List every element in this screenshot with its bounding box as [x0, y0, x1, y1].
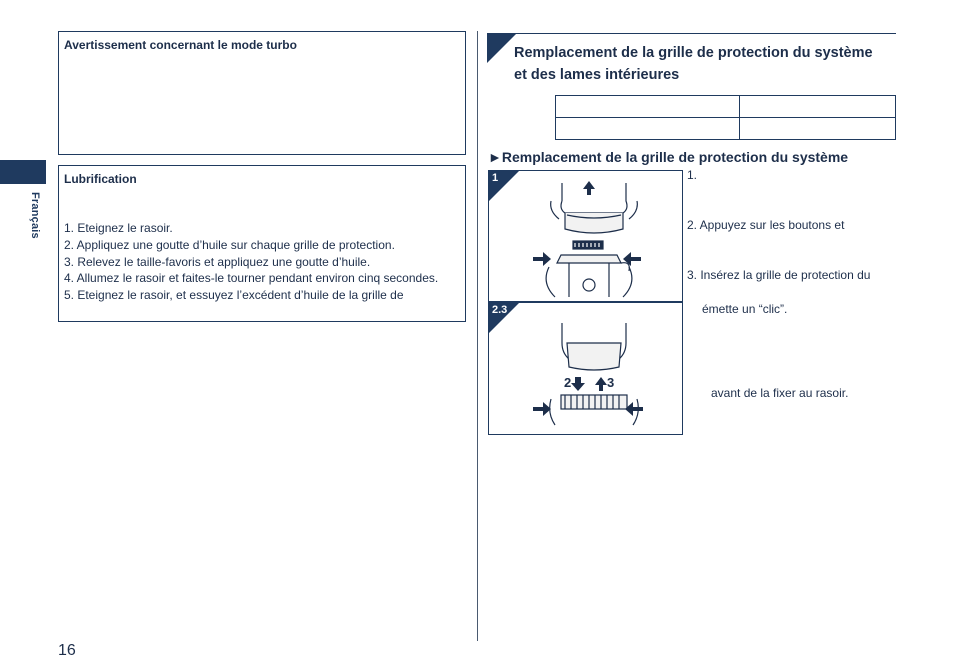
section-title — [514, 42, 894, 86]
figure-marker-2: 2 — [564, 375, 572, 390]
language-label: Français — [29, 192, 41, 239]
lubrication-steps — [64, 220, 438, 304]
step-1: 1. — [687, 168, 698, 182]
shaver-remove-frame-illustration — [489, 171, 682, 301]
table-cell — [740, 118, 896, 140]
figure-label: 1 — [492, 172, 499, 184]
note-text: avant de la fixer au rasoir. — [711, 386, 849, 400]
section-corner-mark — [487, 33, 517, 63]
list-item: 4. Allumez le rasoir et faites-le tourner pendant environ cinq secondes. — [64, 271, 439, 286]
step-3: 3. Insérez la grille de protection du — [687, 268, 871, 282]
step-2: 2. Appuyez sur les boutons et — [687, 218, 845, 232]
section-rule — [487, 33, 896, 34]
shaver-insert-frame-illustration — [489, 303, 682, 434]
figure-1 — [488, 170, 683, 302]
lubrication-box — [58, 165, 466, 322]
step-3-continuation: émette un “clic”. — [702, 302, 788, 316]
turbo-warning-box — [58, 31, 466, 155]
table-row — [556, 96, 896, 118]
list-item: 5. Eteignez le rasoir, et essuyez l’excédent d’huile de la grille de — [64, 288, 404, 303]
parts-table — [555, 95, 896, 140]
language-tab — [0, 160, 46, 184]
list-item: 1. Eteignez le rasoir. — [64, 221, 173, 235]
table-row — [556, 118, 896, 140]
figure-label: 2.3 — [492, 304, 508, 316]
section-title-line1: Remplacement de la grille de protection du système — [514, 45, 873, 61]
table-cell — [556, 118, 740, 140]
list-item: 2. Appliquez une goutte d’huile sur chaque grille de protection. — [64, 237, 395, 252]
column-divider — [477, 31, 478, 641]
section-title-line2: et des lames intérieures — [514, 67, 680, 83]
table-cell — [740, 96, 896, 118]
turbo-warning-title: Avertissement concernant le mode turbo — [64, 38, 297, 52]
figure-marker-3: 3 — [607, 375, 615, 390]
figure-2-3 — [488, 302, 683, 435]
table-cell — [556, 96, 740, 118]
lubrication-title: Lubrification — [64, 172, 137, 186]
subsection-title: ►Remplacement de la grille de protection du système — [488, 149, 849, 165]
page-number: 16 — [58, 642, 76, 659]
list-item: 3. Relevez le taille-favoris et appliquez une goutte d’huile. — [64, 254, 371, 269]
